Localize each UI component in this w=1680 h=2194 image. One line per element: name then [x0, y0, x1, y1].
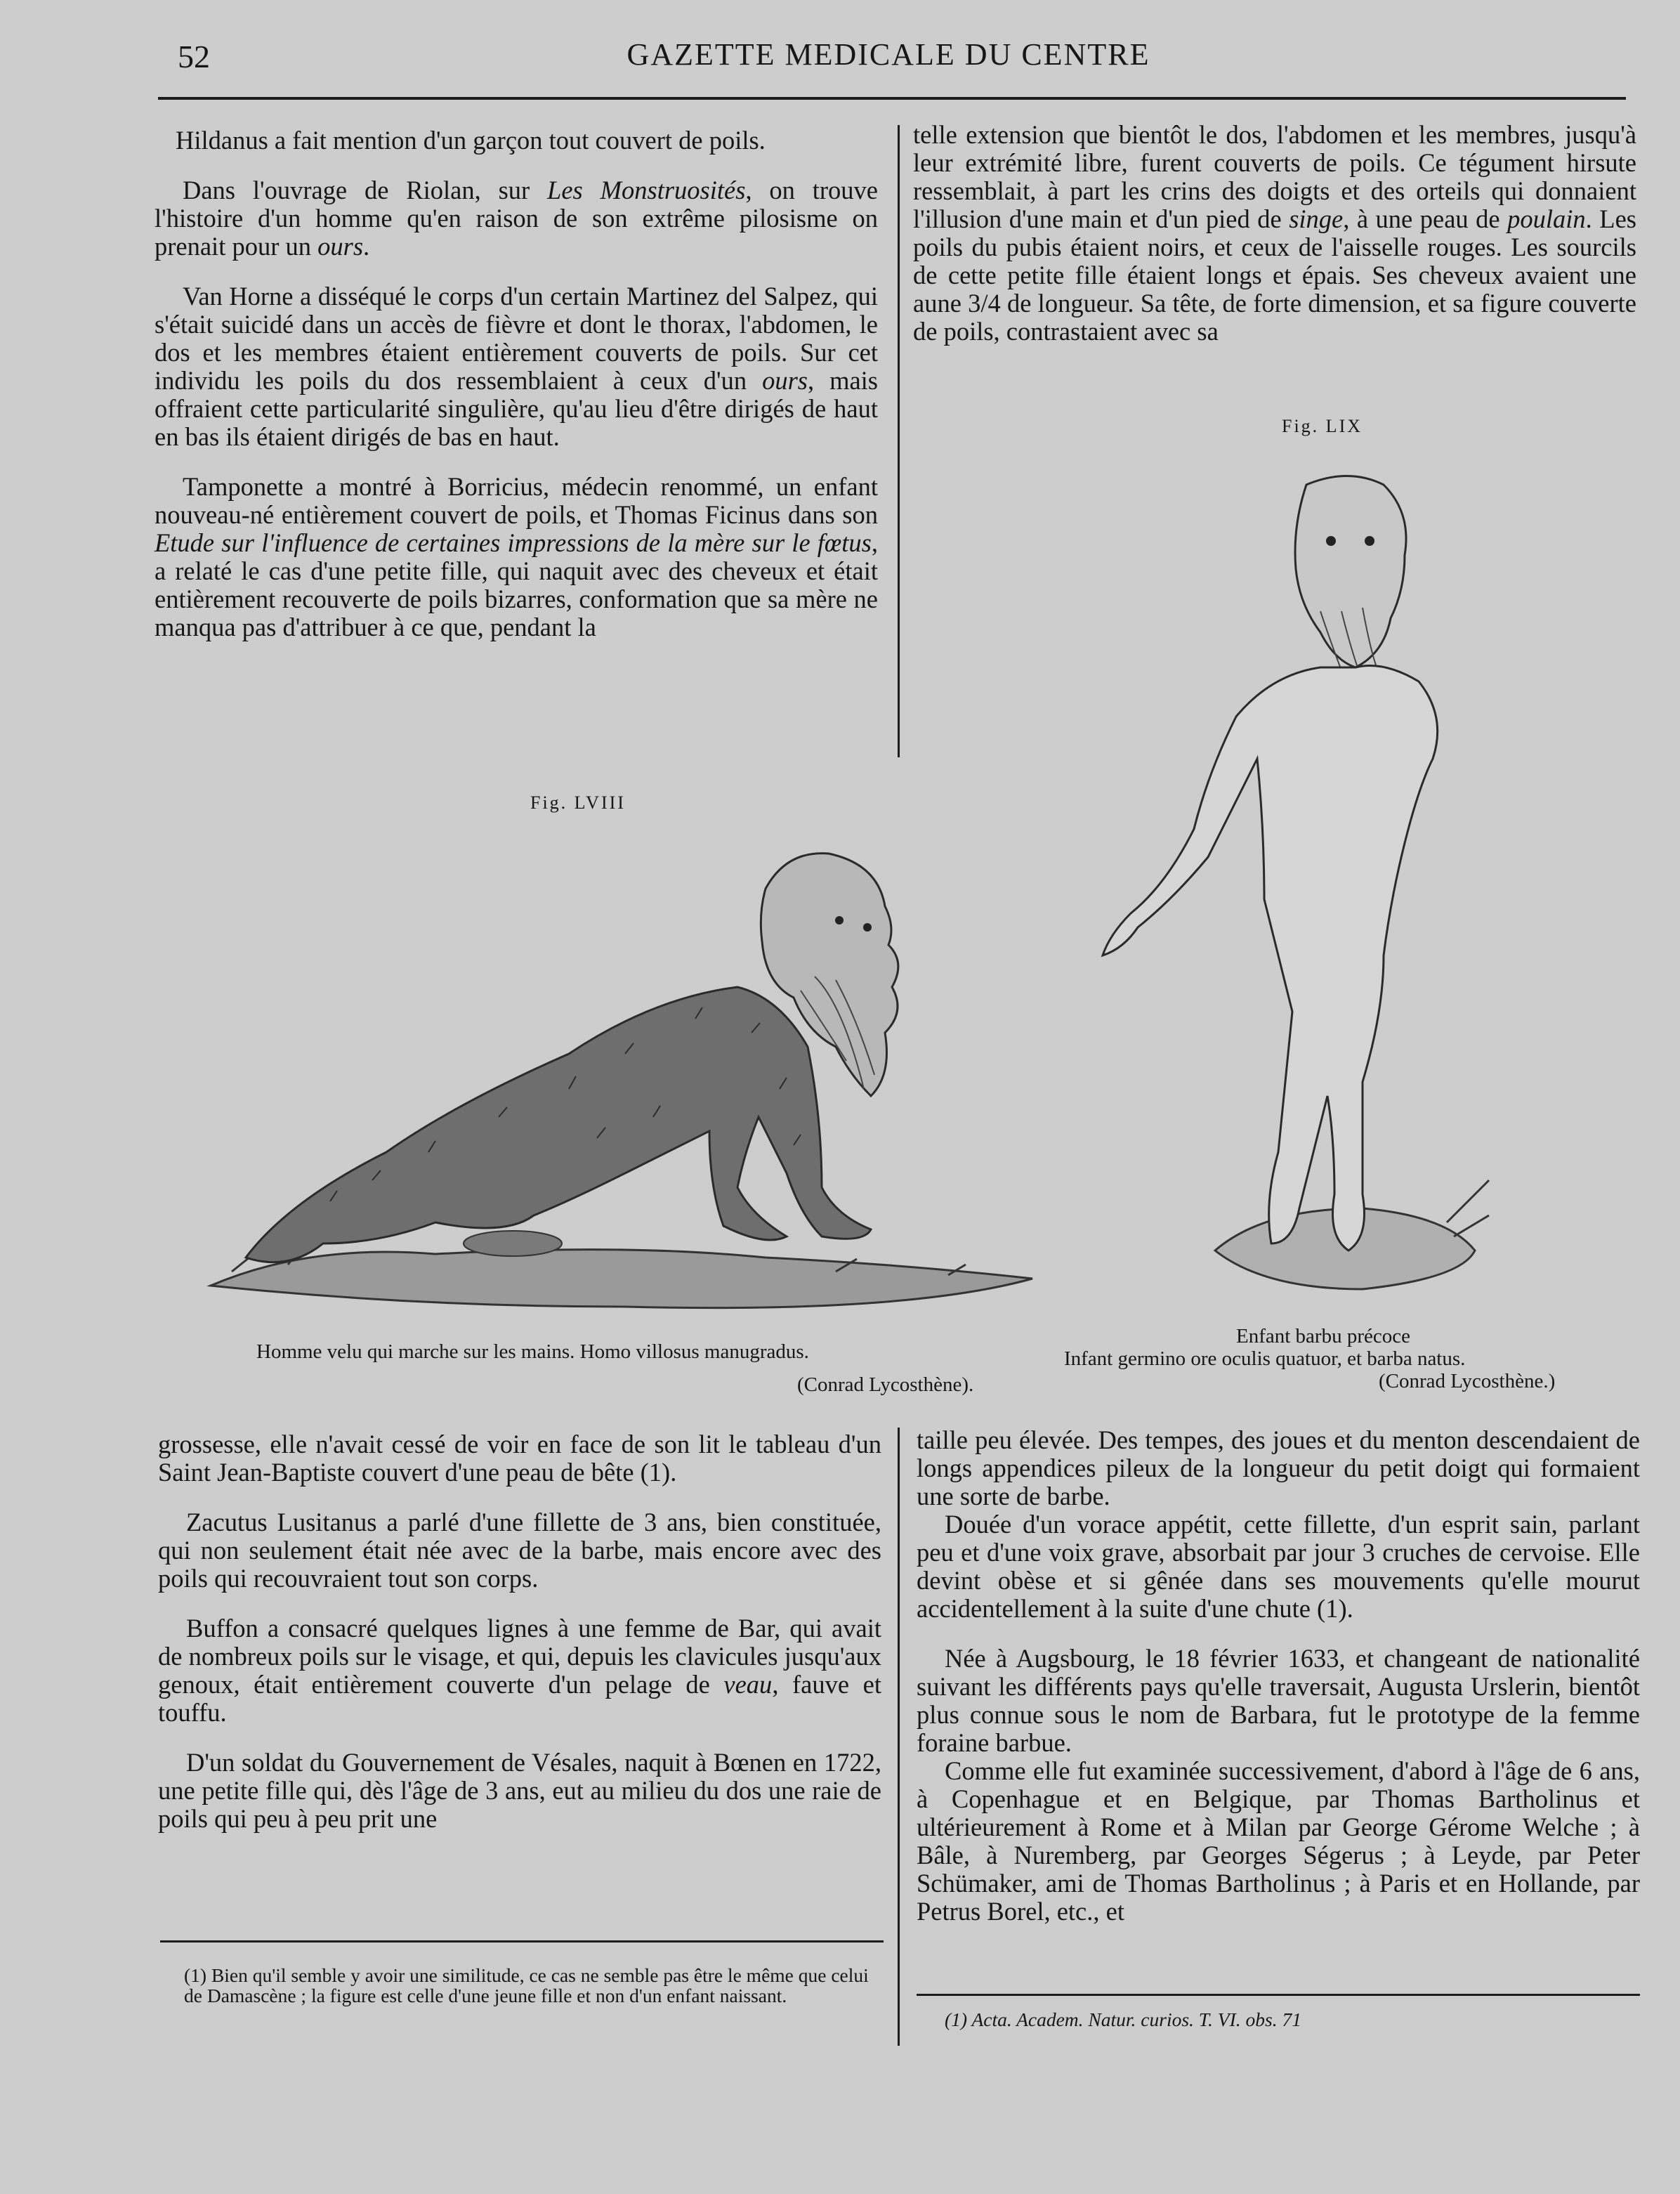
credit-fig-lviii: (Conrad Lycosthène). [797, 1373, 974, 1396]
illustration-bearded-child [1054, 464, 1503, 1300]
footnote-right: (1) Acta. Academ. Natur. curios. T. VI. obs. 71 [945, 2009, 1301, 2030]
right-column-bottom [917, 1426, 1640, 1947]
paragraph-tamponette: Tamponette a montré à Borricius, médecin renommé, un enfant nouveau-né entièrement couvert de poils, et Thomas Ficinus dans son Etude sur l'influence de certaines impressions de la mère sur le fœtus, a relaté le cas d'une petite fille, qui naquit avec des cheveux et était entièrement recouverte de poils bizarres, conformation que sa mère ne manqua pas d'attribuer à ce que, pendant la [155, 472, 878, 641]
paragraph-examinee: Comme elle fut examinée successivement, d'abord à l'âge de 6 ans, à Copenhague et en Belgique, par Thomas Bartholinus et ultérieurement à Rome et à Milan par George Gérome Welche ; à Bâle, à Nuremberg, par Georges Ségerus ; à Leyde, par Peter Schümaker, ami de Thomas Bartholinus ; à Paris et en Hollande, par Petrus Borel, etc., et [917, 1756, 1640, 1926]
paragraph-taille: taille peu élevée. Des tempes, des joues et du menton descendaient de longs appendices pileux de la longueur du petit doigt qui formaient une sorte de barbe. [917, 1425, 1640, 1510]
credit-fig-lix: (Conrad Lycosthène.) [1379, 1370, 1556, 1392]
paragraph-extension: telle extension que bientôt le dos, l'abdomen et les membres, jusqu'à leur extrémité libre, furent couverts de poils. Ce tégument hirsute ressemblait, à part les crins des doigts et des orteils qui donnaient l'illusion d'une main et d'un pied de singe, à une peau de poulain. Les poils du pubis étaient noirs, et ceux de l'aisselle rouges. Les sourcils de cette petite fille étaient longs et épais. Ses cheveux avaient une aune 3/4 de longueur. Sa tête, de forte dimension, et sa figure couverte de poils, contrastaient avec sa [913, 120, 1636, 346]
paragraph-zacutus: Zacutus Lusitanus a parlé d'une fillette de 3 ans, bien constituée, qui non seulement était née avec de la barbe, mais encore avec des poils qui recouvraient tout son corps. [158, 1508, 881, 1593]
figure-label-lviii: Fig. LVIII [530, 792, 626, 813]
page-number: 52 [178, 39, 210, 74]
figure-label-lix: Fig. LIX [1282, 416, 1363, 436]
paragraph-van-horne: Van Horne a disséqué le corps d'un certain Martinez del Salpez, qui s'était suicidé dans un accès de fièvre et dont le thorax, l'abdomen, le dos et les membres étaient entièrement couverts de poils. Sur cet individu les poils du dos ressemblaient à ceux d'un ours, mais offraient cette particularité singulière, qu'au lieu d'être dirigés de haut en bas ils étaient dirigés de bas en haut. [155, 282, 879, 451]
running-header [158, 30, 1619, 79]
paragraph-hildanus: Hildanus a fait mention d'un garçon tout couvert de poils. [176, 126, 766, 155]
paragraph-buffon: Buffon a consacré quelques lignes à une femme de Bar, qui avait de nombreux poils sur le visage, et qui, depuis les clavicules jusqu'aux genoux, était entièrement couverte d'un pelage de veau, fauve et touffu. [158, 1614, 881, 1727]
paragraph-grossesse: grossesse, elle n'avait cessé de voir en face de son lit le tableau d'un Saint Jean-Baptiste couvert d'une peau de bête (1). [158, 1430, 881, 1487]
left-column-top [155, 126, 878, 663]
journal-title: GAZETTE MEDICALE DU CENTRE [626, 37, 1150, 72]
left-column-bottom [158, 1430, 881, 1855]
header-rule [158, 97, 1626, 100]
footnote-left: (1) Bien qu'il semble y avoir une similitude, ce cas ne semble pas être le même que celui de Damascène ; la figure est celle d'une jeune fille et non d'un enfant naissant. [184, 1964, 869, 2006]
paragraph-douee: Douée d'un vorace appétit, cette fillette, d'un esprit sain, parlant peu et d'une voix grave, absorbait par jour 3 cruches de cervoise. Elle devint obèse et si gênée dans ses mouvements qu'elle mourut accidentellement à la suite d'une chute (1). [917, 1510, 1640, 1623]
footnote-rule-right [917, 1994, 1640, 1996]
caption-fig-lix-line2: Infant germino ore oculis quatuor, et barba natus. [1064, 1347, 1466, 1370]
column-divider-bottom [898, 1428, 900, 2046]
caption-fig-lviii: Homme velu qui marche sur les mains. Homo villosus manugradus. [256, 1340, 809, 1363]
paragraph-riolan: Dans l'ouvrage de Riolan, sur Les Monstruosités, on trouve l'histoire d'un homme qu'en raison de son extrême pilosisme on prenait pour un ours. [155, 176, 878, 261]
caption-fig-lix-line1: Enfant barbu précoce [1236, 1325, 1410, 1347]
column-divider-top [898, 125, 900, 757]
footnote-rule-left [160, 1940, 884, 1942]
illustration-hairy-man [204, 822, 1068, 1314]
paragraph-augsbourg: Née à Augsbourg, le 18 février 1633, et changeant de nationalité suivant les différents pays qu'elle traversait, Augusta Urslerin, bientôt plus connue sous le nom de Barbara, fut le prototype de la femme foraine barbue. [917, 1644, 1640, 1757]
right-column-top [913, 121, 1636, 367]
paragraph-soldat: D'un soldat du Gouvernement de Vésales, naquit à Bœnen en 1722, une petite fille qui, dès l'âge de 3 ans, eut au milieu du dos une raie de poils qui peu à peu prit une [158, 1748, 881, 1833]
